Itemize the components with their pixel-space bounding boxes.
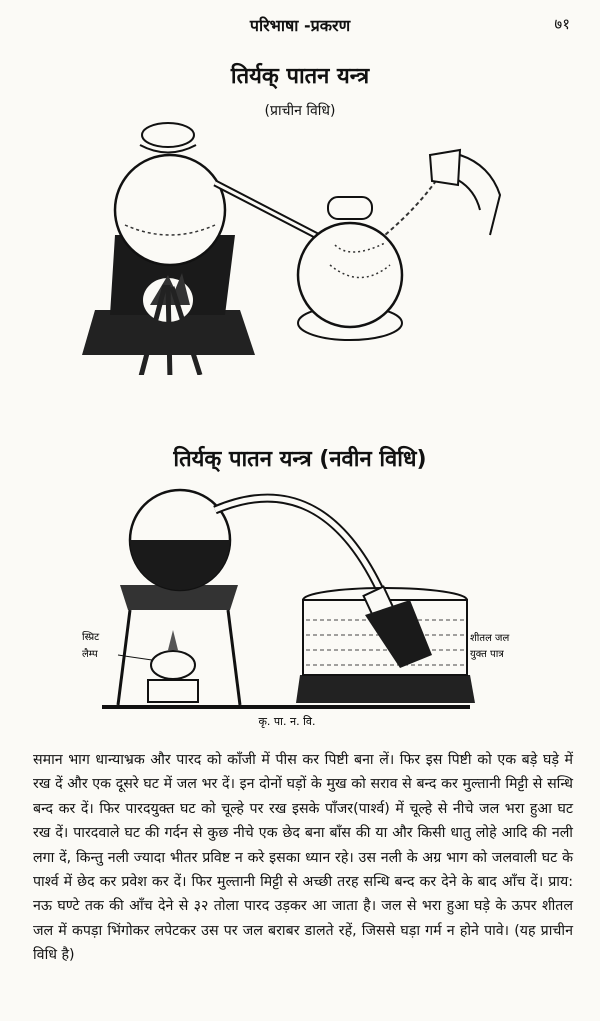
body-text [33,748,573,968]
water-stream [385,175,440,235]
water-label-1: शीतल जल [470,633,510,644]
figure1-illustration [0,115,600,375]
spirit-lamp [148,630,198,702]
page-number: ७१ [554,15,570,33]
lamp-label-2: लैम्प [82,649,98,660]
hand-pouring-icon [430,150,500,235]
water-label-2: युक्त पात्र [470,649,504,660]
left-pot [115,123,225,265]
running-title: परिभाषा -प्रकरण [249,16,351,35]
page-header [0,14,600,38]
figure1-title: तिर्यक् पातन यन्त्र [230,64,370,89]
figure2-caption: कृ. पा. न. वि. [258,715,316,728]
right-pot [298,197,402,340]
round-flask [130,490,230,590]
figure2-title: तिर्यक् पातन यन्त्र (नवीन विधि) [173,447,427,472]
body-paragraph: समान भाग धान्याभ्रक और पारद को काँजी में पीस कर पिष्टी बना लें। फिर इस पिष्टी को एक बड़े घड़े में रख दें और एक दूसरे घट में जल भर दें। इन दोनों घड़ों के मुख को सराव से बन्द कर मुल्तानी मिट्टी से सन्धि बन्द कर दें। फिर पारदयुक्त घट को चूल्हे पर रख इसके पाँजर(पार्श्व) में चूल्हे से नीचे जल भरा हुआ घट रख दें। पारदवाले घट की गर्दन से कुछ नीचे एक छेद बना बाँस की या और किसी धातु लोहे आदि की नली लगा दें, किन्तु नली ज्यादा भीतर प्रविष्ट न करे इसका ध्यान रहे। उस नली के अग्र भाग को जलवाली घट के पार्श्व में छेद कर प्रवेश कर दें। फिर मुल्तानी मिट्टी से अच्छी तरह सन्धि बन्द कर देने के बाद आँच दें। प्राय: नऊ घण्टे तक की आँच देने से ३२ तोला पारद उड़कर आ जाता है। जल से भरा हुआ घड़े के ऊपर शीतल जल में कपड़ा भिंगोकर लपेटकर उस पर जल बराबर डालते रहें, जिससे घड़ा गर्म न होने पावे। (यह प्राचीन विधि है) [33,752,573,964]
figure2-illustration [0,475,600,735]
figure1-subtitle: (प्राचीन विधि) [264,103,336,119]
lamp-label-1: स्प्रिट [82,632,100,643]
base-platform [102,705,470,709]
